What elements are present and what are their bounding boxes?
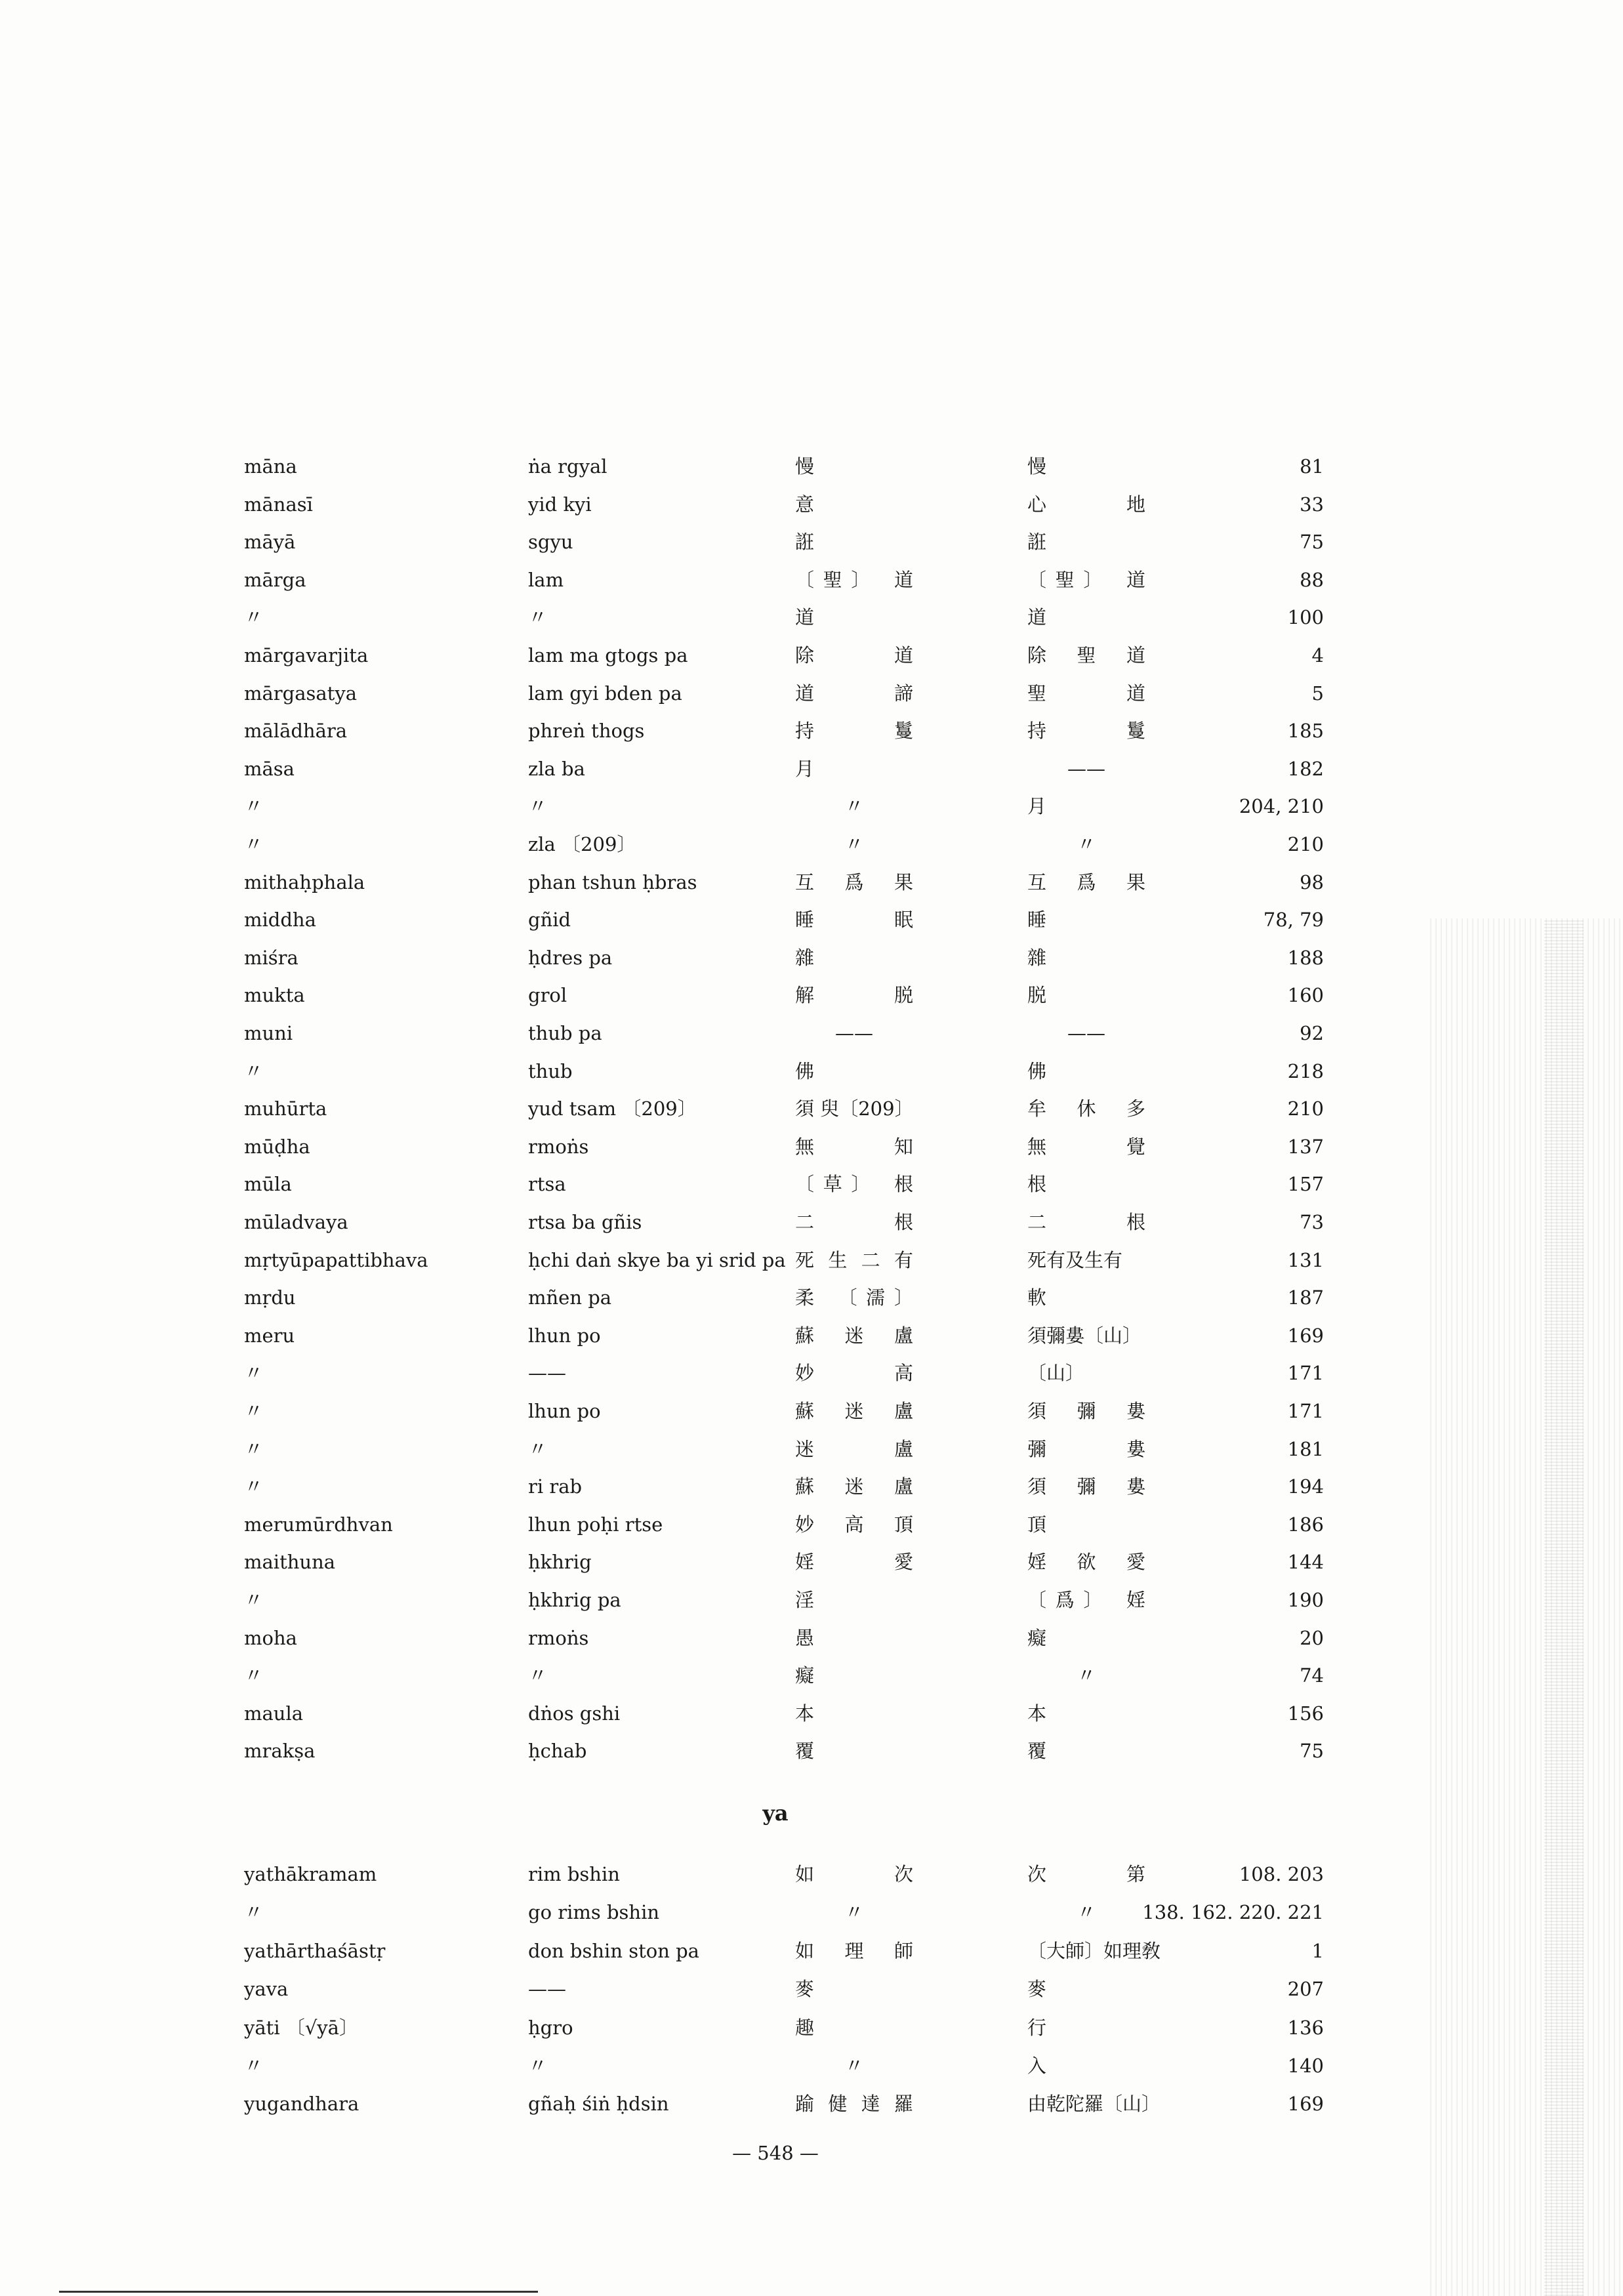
page-refs: 210 <box>1287 833 1324 855</box>
tibetan-term: phreṅ thogs <box>528 720 645 743</box>
tibetan-term: ḥkhrig pa <box>528 1589 621 1611</box>
table-row <box>0 1935 1623 1967</box>
page-refs: 138. 162. 220. 221 <box>1142 1901 1324 1924</box>
table-row <box>0 1319 1623 1352</box>
tibetan-term: go rims bshin <box>528 1901 660 1924</box>
page-refs: 144 <box>1287 1551 1324 1574</box>
page-refs: 1 <box>1311 1939 1324 1962</box>
chinese-term-2: 癡 <box>1027 1626 1047 1649</box>
chinese-term-2: 由乾陀羅〔山〕 <box>1027 2093 1161 2116</box>
sanskrit-term: 〃 <box>244 1400 264 1422</box>
table-row <box>0 1017 1623 1050</box>
sanskrit-term: merumūrdhvan <box>244 1513 393 1536</box>
tibetan-term: 〃 <box>528 1437 548 1460</box>
page-refs: 160 <box>1287 984 1324 1007</box>
tibetan-term: thub <box>528 1059 573 1082</box>
page-refs: 5 <box>1311 682 1324 705</box>
chinese-term-1: 踰 健 達 羅 <box>795 2093 913 2116</box>
tibetan-term: rtsa ba gñis <box>528 1211 642 1233</box>
table-row <box>0 979 1623 1012</box>
tibetan-term: don bshin ston pa <box>528 1939 699 1962</box>
chinese-term-1: 死 生 二 有 <box>795 1248 913 1271</box>
page-refs: 185 <box>1287 720 1324 743</box>
chinese-term-2: 道 <box>1027 606 1047 629</box>
sanskrit-term: maithuna <box>244 1551 336 1574</box>
tibetan-term: rmoṅs <box>528 1626 589 1649</box>
sanskrit-term: mūla <box>244 1173 292 1196</box>
chinese-term-1: 婬 愛 <box>795 1551 913 1574</box>
tibetan-term: gñaḥ śiṅ ḥdsin <box>528 2093 669 2116</box>
chinese-term-1: 除 道 <box>795 644 913 666</box>
page-refs: 181 <box>1287 1437 1324 1460</box>
chinese-term-2: 彌 婁 <box>1027 1437 1145 1460</box>
page-refs: 156 <box>1287 1702 1324 1725</box>
table-row <box>0 1395 1623 1427</box>
footer-rule <box>59 2291 538 2293</box>
chinese-term-2: 月 <box>1027 795 1047 818</box>
sanskrit-term: 〃 <box>244 1901 264 1924</box>
chinese-term-2: 〔大師〕如理敎 <box>1027 1939 1161 1962</box>
page-refs: 136 <box>1287 2016 1324 2039</box>
page-refs: 4 <box>1311 644 1324 666</box>
table-row <box>0 1973 1623 2005</box>
page-refs: 169 <box>1287 1324 1324 1347</box>
tibetan-term: rmoṅs <box>528 1135 589 1158</box>
chinese-term-2: 互 爲 果 <box>1027 871 1145 893</box>
tibetan-term: —— <box>528 1978 566 2001</box>
page-refs: 194 <box>1287 1475 1324 1498</box>
table-row <box>0 1092 1623 1125</box>
chinese-term-1: 如 次 <box>795 1863 913 1885</box>
page-number-text: — 548 — <box>732 2142 819 2164</box>
table-row <box>0 564 1623 596</box>
chinese-term-2: 入 <box>1027 2055 1047 2077</box>
table-row <box>0 1055 1623 1088</box>
tibetan-term: lhun po <box>528 1400 601 1422</box>
sanskrit-term: yava <box>244 1978 289 2001</box>
page-refs: 188 <box>1287 946 1324 969</box>
table-row <box>0 1206 1623 1239</box>
page-number <box>0 2142 1623 2164</box>
tibetan-term: mñen pa <box>528 1286 612 1309</box>
page-refs: 182 <box>1287 757 1324 780</box>
chinese-term-1: 道 <box>795 606 815 629</box>
page-refs: 169 <box>1287 2093 1324 2116</box>
chinese-term-1: 須 臾〔209〕 <box>795 1097 914 1120</box>
sanskrit-term: 〃 <box>244 606 264 629</box>
tibetan-term: ḥkhrig <box>528 1551 592 1574</box>
chinese-term-1: 蘇 迷 盧 <box>795 1324 913 1347</box>
chinese-term-2: 除 聖 道 <box>1027 644 1145 666</box>
page-refs: 20 <box>1300 1626 1324 1649</box>
chinese-term-1: 蘇 迷 盧 <box>795 1475 913 1498</box>
chinese-term-2: 二 根 <box>1027 1211 1145 1233</box>
page-refs: 74 <box>1300 1664 1324 1687</box>
table-row <box>0 2011 1623 2044</box>
tibetan-term: ri rab <box>528 1475 583 1498</box>
table-row <box>0 1244 1623 1277</box>
page-refs: 108. 203 <box>1239 1863 1324 1885</box>
table-row <box>0 828 1623 861</box>
tibetan-term: phan tshun ḥbras <box>528 871 697 893</box>
tibetan-term: ḥgro <box>528 2016 573 2039</box>
sanskrit-term: mrakṣa <box>244 1740 316 1763</box>
table-row <box>0 1622 1623 1654</box>
tibetan-term: thub pa <box>528 1022 602 1044</box>
page-refs: 137 <box>1287 1135 1324 1158</box>
table-row <box>0 941 1623 974</box>
sanskrit-term: yāti 〔√yā〕 <box>244 2016 358 2039</box>
page-refs: 218 <box>1287 1059 1324 1082</box>
table-row <box>0 1281 1623 1314</box>
chinese-term-2: 麥 <box>1027 1978 1047 2001</box>
chinese-term-1: 〔草〕 根 <box>795 1173 913 1196</box>
chinese-term-1: 愚 <box>795 1626 815 1649</box>
chinese-term-2: 死有及生有 <box>1027 1248 1123 1271</box>
chinese-term-2: 〔聖〕 道 <box>1027 568 1145 591</box>
table-row <box>0 488 1623 521</box>
table-row <box>0 1896 1623 1929</box>
chinese-term-1: 〃 <box>844 1901 864 1924</box>
sanskrit-term: meru <box>244 1324 295 1347</box>
chinese-term-1: 蘇 迷 盧 <box>795 1400 913 1422</box>
chinese-term-1: 妙 高 <box>795 1362 913 1385</box>
chinese-term-1: 〃 <box>844 795 864 818</box>
table-row <box>0 2049 1623 2082</box>
chinese-term-1: 柔 〔濡〕 <box>795 1286 913 1309</box>
sanskrit-term: mūḍha <box>244 1135 310 1158</box>
page-refs: 33 <box>1300 493 1324 516</box>
tibetan-term: ḥdres pa <box>528 946 613 969</box>
tibetan-term: 〃 <box>528 1664 548 1687</box>
chinese-term-2: 須彌婁〔山〕 <box>1027 1324 1142 1347</box>
chinese-term-1: 雜 <box>795 946 815 969</box>
page-refs: 157 <box>1287 1173 1324 1196</box>
sanskrit-term: maula <box>244 1702 304 1725</box>
page-refs: 78, 79 <box>1263 909 1324 932</box>
table-row <box>0 450 1623 483</box>
section-heading-text: ya <box>762 1801 789 1826</box>
tibetan-term: gñid <box>528 909 571 932</box>
tibetan-term: yid kyi <box>528 493 592 516</box>
chinese-term-1: 癡 <box>795 1664 815 1687</box>
page-refs: 75 <box>1300 1740 1324 1763</box>
page-refs: 171 <box>1287 1362 1324 1385</box>
sanskrit-term: mṛtyūpapattibhava <box>244 1248 428 1271</box>
chinese-term-1: 〃 <box>844 2055 864 2077</box>
table-row <box>0 1470 1623 1503</box>
sanskrit-term: mārgavarjita <box>244 644 369 666</box>
chinese-term-2: 佛 <box>1027 1059 1047 1082</box>
chinese-term-2: 心 地 <box>1027 493 1145 516</box>
page-refs: 204, 210 <box>1239 795 1324 818</box>
tibetan-term: grol <box>528 984 567 1007</box>
chinese-term-2: 須 彌 婁 <box>1027 1400 1145 1422</box>
chinese-term-1: 慢 <box>795 455 815 478</box>
page-refs: 190 <box>1287 1589 1324 1611</box>
table-row <box>0 752 1623 785</box>
chinese-term-1: 如 理 師 <box>795 1939 913 1962</box>
page-refs: 207 <box>1287 1978 1324 2001</box>
table-row <box>0 1858 1623 1891</box>
chinese-term-1: 月 <box>795 757 815 780</box>
tibetan-term: —— <box>528 1362 566 1385</box>
table-row <box>0 2087 1623 2120</box>
sanskrit-term: mārgasatya <box>244 682 358 705</box>
chinese-term-1: 睡 眠 <box>795 909 913 932</box>
sanskrit-term: mukta <box>244 984 305 1007</box>
sanskrit-term: moha <box>244 1626 297 1649</box>
table-row <box>0 1584 1623 1616</box>
sanskrit-term: 〃 <box>244 1362 264 1385</box>
tibetan-term: ḥchi daṅ skye ba yi srid pa <box>528 1248 786 1271</box>
chinese-term-2: —— <box>1067 757 1105 780</box>
chinese-term-2: 行 <box>1027 2016 1047 2039</box>
chinese-term-2: 雜 <box>1027 946 1047 969</box>
chinese-term-1: —— <box>835 1022 873 1044</box>
chinese-term-2: 須 彌 婁 <box>1027 1475 1145 1498</box>
chinese-term-2: 無 覺 <box>1027 1135 1145 1158</box>
sanskrit-term: 〃 <box>244 833 264 855</box>
sanskrit-term: muhūrta <box>244 1097 327 1120</box>
chinese-term-2: 本 <box>1027 1702 1047 1725</box>
table-row <box>0 903 1623 936</box>
chinese-term-2: 〔山〕 <box>1027 1362 1085 1385</box>
tibetan-term: 〃 <box>528 606 548 629</box>
chinese-term-1: 〃 <box>844 833 864 855</box>
sanskrit-term: 〃 <box>244 1475 264 1498</box>
table-row <box>0 1357 1623 1389</box>
sanskrit-term: mūladvaya <box>244 1211 348 1233</box>
table-row <box>0 1734 1623 1767</box>
chinese-term-2: 慢 <box>1027 455 1047 478</box>
table-row <box>0 1168 1623 1200</box>
tibetan-term: lam gyi bden pa <box>528 682 682 705</box>
tibetan-term: 〃 <box>528 795 548 818</box>
sanskrit-term: 〃 <box>244 1437 264 1460</box>
chinese-term-2: 〃 <box>1077 1664 1096 1687</box>
chinese-term-1: 妙 高 頂 <box>795 1513 913 1536</box>
tibetan-term: lam ma gtogs pa <box>528 644 688 666</box>
chinese-term-2: 聖 道 <box>1027 682 1145 705</box>
chinese-term-2: 次 第 <box>1027 1863 1145 1885</box>
sanskrit-term: mārga <box>244 568 306 591</box>
tibetan-term: rim bshin <box>528 1863 620 1885</box>
page-refs: 75 <box>1300 531 1324 554</box>
sanskrit-term: 〃 <box>244 1059 264 1082</box>
chinese-term-1: 誑 <box>795 531 815 554</box>
chinese-term-2: 頂 <box>1027 1513 1047 1536</box>
page-refs: 131 <box>1287 1248 1324 1271</box>
page-refs: 81 <box>1300 455 1324 478</box>
sanskrit-term: 〃 <box>244 2055 264 2077</box>
table-row <box>0 639 1623 672</box>
table-row <box>0 714 1623 747</box>
page-refs: 171 <box>1287 1400 1324 1422</box>
tibetan-term: yud tsam 〔209〕 <box>528 1097 697 1120</box>
sanskrit-term: māna <box>244 455 297 478</box>
table-row <box>0 601 1623 634</box>
tibetan-term: lhun po <box>528 1324 601 1347</box>
chinese-term-1: 本 <box>795 1702 815 1725</box>
chinese-term-1: 淫 <box>795 1589 815 1611</box>
section-heading <box>0 1801 1623 1826</box>
sanskrit-term: muni <box>244 1022 293 1044</box>
tibetan-term: rtsa <box>528 1173 566 1196</box>
sanskrit-term: mālādhāra <box>244 720 348 743</box>
sanskrit-term: middha <box>244 909 316 932</box>
table-row <box>0 677 1623 710</box>
page-refs: 210 <box>1287 1097 1324 1120</box>
chinese-term-1: 趣 <box>795 2016 815 2039</box>
sanskrit-term: mithaḥphala <box>244 871 365 893</box>
chinese-term-2: 脱 <box>1027 984 1047 1007</box>
chinese-term-1: 佛 <box>795 1059 815 1082</box>
chinese-term-1: 意 <box>795 493 815 516</box>
chinese-term-2: 誑 <box>1027 531 1047 554</box>
tibetan-term: zla 〔209〕 <box>528 833 636 855</box>
table-row <box>0 1508 1623 1541</box>
page-refs: 186 <box>1287 1513 1324 1536</box>
sanskrit-term: 〃 <box>244 795 264 818</box>
sanskrit-term: 〃 <box>244 1664 264 1687</box>
page-refs: 73 <box>1300 1211 1324 1233</box>
chinese-term-1: 道 諦 <box>795 682 913 705</box>
chinese-term-2: 牟 休 多 <box>1027 1097 1145 1120</box>
chinese-term-2: 覆 <box>1027 1740 1047 1763</box>
sanskrit-term: mānasī <box>244 493 313 516</box>
table-row <box>0 790 1623 823</box>
page-refs: 98 <box>1300 871 1324 893</box>
chinese-term-2: 根 <box>1027 1173 1047 1196</box>
chinese-term-2: 婬 欲 愛 <box>1027 1551 1145 1574</box>
chinese-term-1: 解 脱 <box>795 984 913 1007</box>
chinese-term-1: 互 爲 果 <box>795 871 913 893</box>
chinese-term-2: 持 鬘 <box>1027 720 1145 743</box>
page-refs: 100 <box>1287 606 1324 629</box>
page-refs: 140 <box>1287 2055 1324 2077</box>
page-refs: 92 <box>1300 1022 1324 1044</box>
sanskrit-term: mṛdu <box>244 1286 296 1309</box>
table-row <box>0 1546 1623 1578</box>
tibetan-term: sgyu <box>528 531 573 554</box>
table-row <box>0 1697 1623 1730</box>
chinese-term-2: —— <box>1067 1022 1105 1044</box>
sanskrit-term: yathārthaśāstṛ <box>244 1939 386 1962</box>
tibetan-term: 〃 <box>528 2055 548 2077</box>
chinese-term-1: 二 根 <box>795 1211 913 1233</box>
tibetan-term: ṅa rgyal <box>528 455 607 478</box>
page-refs: 88 <box>1300 568 1324 591</box>
tibetan-term: zla ba <box>528 757 585 780</box>
chinese-term-2: 睡 <box>1027 909 1047 932</box>
sanskrit-term: yathākramam <box>244 1863 377 1885</box>
sanskrit-term: 〃 <box>244 1589 264 1611</box>
chinese-term-1: 〔聖〕 道 <box>795 568 913 591</box>
chinese-term-1: 覆 <box>795 1740 815 1763</box>
sanskrit-term: māyā <box>244 531 296 554</box>
chinese-term-1: 無 知 <box>795 1135 913 1158</box>
table-row <box>0 1659 1623 1692</box>
tibetan-term: ḥchab <box>528 1740 587 1763</box>
page-refs: 187 <box>1287 1286 1324 1309</box>
table-row <box>0 866 1623 899</box>
tibetan-term: dṅos gshi <box>528 1702 621 1725</box>
chinese-term-2: 〃 <box>1077 833 1096 855</box>
sanskrit-term: māsa <box>244 757 295 780</box>
table-row <box>0 1130 1623 1163</box>
table-row <box>0 525 1623 558</box>
chinese-term-2: 〃 <box>1077 1901 1096 1924</box>
chinese-term-2: 〔爲〕 婬 <box>1027 1589 1145 1611</box>
chinese-term-1: 麥 <box>795 1978 815 2001</box>
sanskrit-term: yugandhara <box>244 2093 360 2116</box>
chinese-term-1: 持 鬘 <box>795 720 913 743</box>
chinese-term-2: 軟 <box>1027 1286 1047 1309</box>
table-row <box>0 1433 1623 1466</box>
tibetan-term: lam <box>528 568 564 591</box>
tibetan-term: lhun poḥi rtse <box>528 1513 663 1536</box>
chinese-term-1: 迷 盧 <box>795 1437 913 1460</box>
sanskrit-term: miśra <box>244 946 298 969</box>
